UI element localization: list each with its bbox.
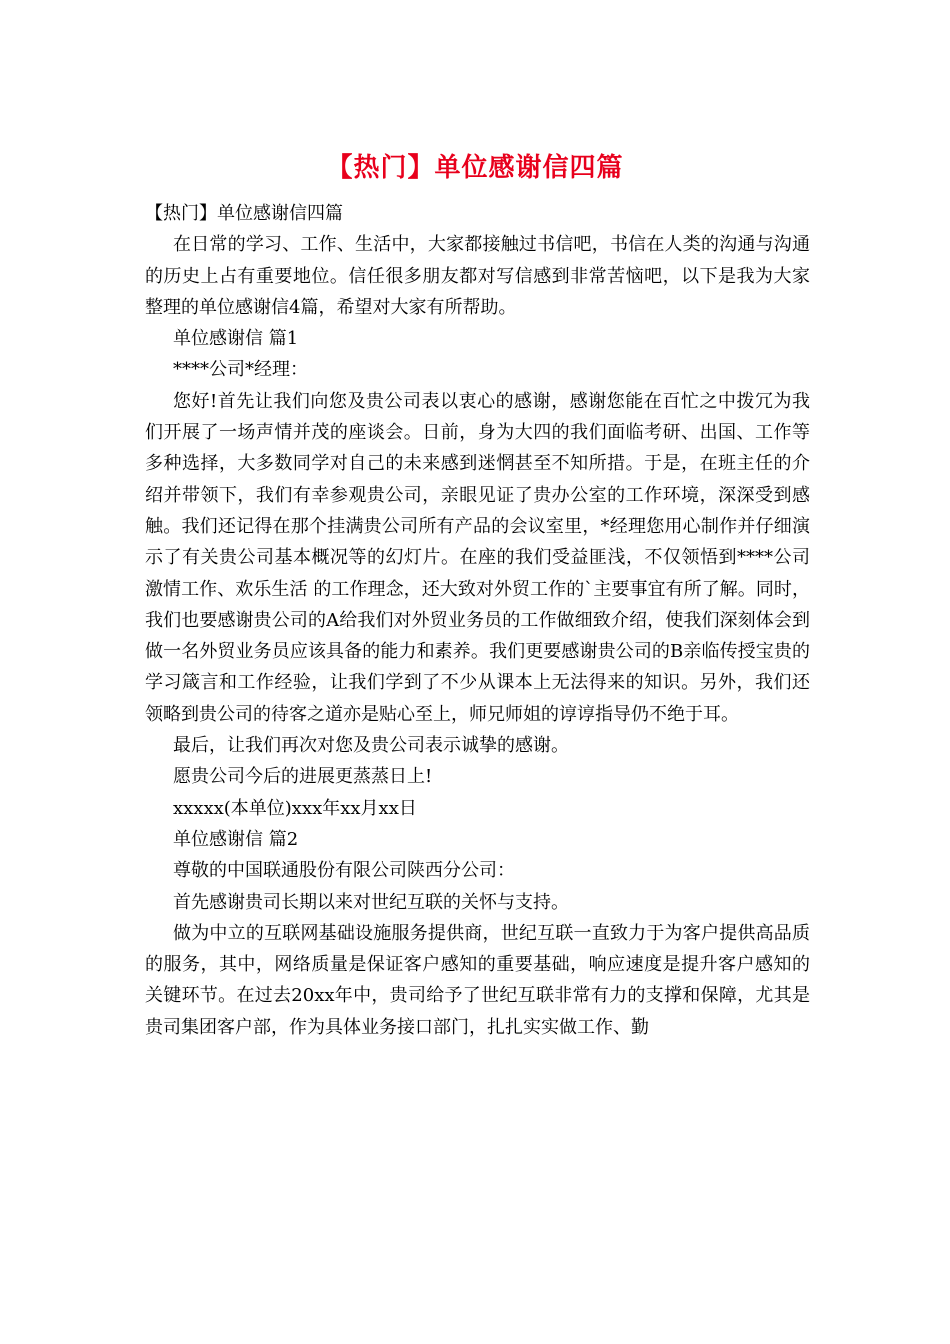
body-paragraph: 尊敬的中国联通股份有限公司陕西分公司：: [173, 860, 515, 882]
body-paragraph: 做为中立的互联网基础设施服务提供商，世纪互联一直致力于为客户提供高品质的服务，其中，网络质量是保证客户感知的重要基础，响应速度是提升客户感知的关键环节。在过去20xx年中，贵司给予了世纪互联非常有力的支撑和保障，尤其是贵司集团客户部，作为具体业务接口部门，扎扎实实做工作、勤: [145, 922, 810, 1038]
body-paragraph: 首先感谢贵司长期以来对世纪互联的关怀与支持。: [173, 891, 569, 913]
body-paragraph: 在日常的学习、工作、生活中，大家都接触过书信吧，书信在人类的沟通与沟通的历史上占有重要地位。信任很多朋友都对写信感到非常苦恼吧，以下是我为大家整理的单位感谢信4篇，希望对大家有所帮助。: [145, 234, 810, 318]
document-subtitle: 【热门】单位感谢信四篇: [145, 203, 343, 224]
body-paragraph: 最后，让我们再次对您及贵公司表示诚挚的感谢。: [173, 735, 569, 757]
body-paragraph: xxxxx(本单位)xxx年xx月xx日: [173, 797, 417, 819]
body-paragraph: 单位感谢信 篇2: [173, 828, 299, 850]
body-paragraph: ****公司*经理：: [173, 359, 308, 381]
body-paragraph: 您好!首先让我们向您及贵公司表以衷心的感谢，感谢您能在百忙之中拨冗为我们开展了一场声情并茂的座谈会。日前，身为大四的我们面临考研、出国、工作等多种选择，大多数同学对自己的未来感到迷惘甚至不知所措。于是，在班主任的介绍并带领下，我们有幸参观贵公司，亲眼见证了贵办公室的工作环境，深深受到感触。我们还记得在那个挂满贵公司所有产品的会议室里，*经理您用心制作并仔细演示了有关贵公司基本概况等的幻灯片。在座的我们受益匪浅，不仅领悟到****公司 激情工作、欢乐生活 的工作理念，还大致对外贸工作的`主要事宜有所了解。同时，我们也要感谢贵公司的A给我们对外贸业务员的工作做细致介绍，使我们深刻体会到做一名外贸业务员应该具备的能力和素养。我们更要感谢贵公司的B亲临传授宝贵的学习箴言和工作经验，让我们学到了不少从课本上无法得来的知识。另外，我们还领略到贵公司的待客之道亦是贴心至上，师兄师姐的谆谆指导仍不绝于耳。: [145, 390, 810, 725]
body-paragraph: 单位感谢信 篇1: [173, 328, 299, 350]
body-paragraph: 愿贵公司今后的进展更蒸蒸日上!: [173, 766, 433, 788]
document-title: 【热门】单位感谢信四篇: [326, 153, 624, 183]
document-body: [145, 198, 810, 1043]
